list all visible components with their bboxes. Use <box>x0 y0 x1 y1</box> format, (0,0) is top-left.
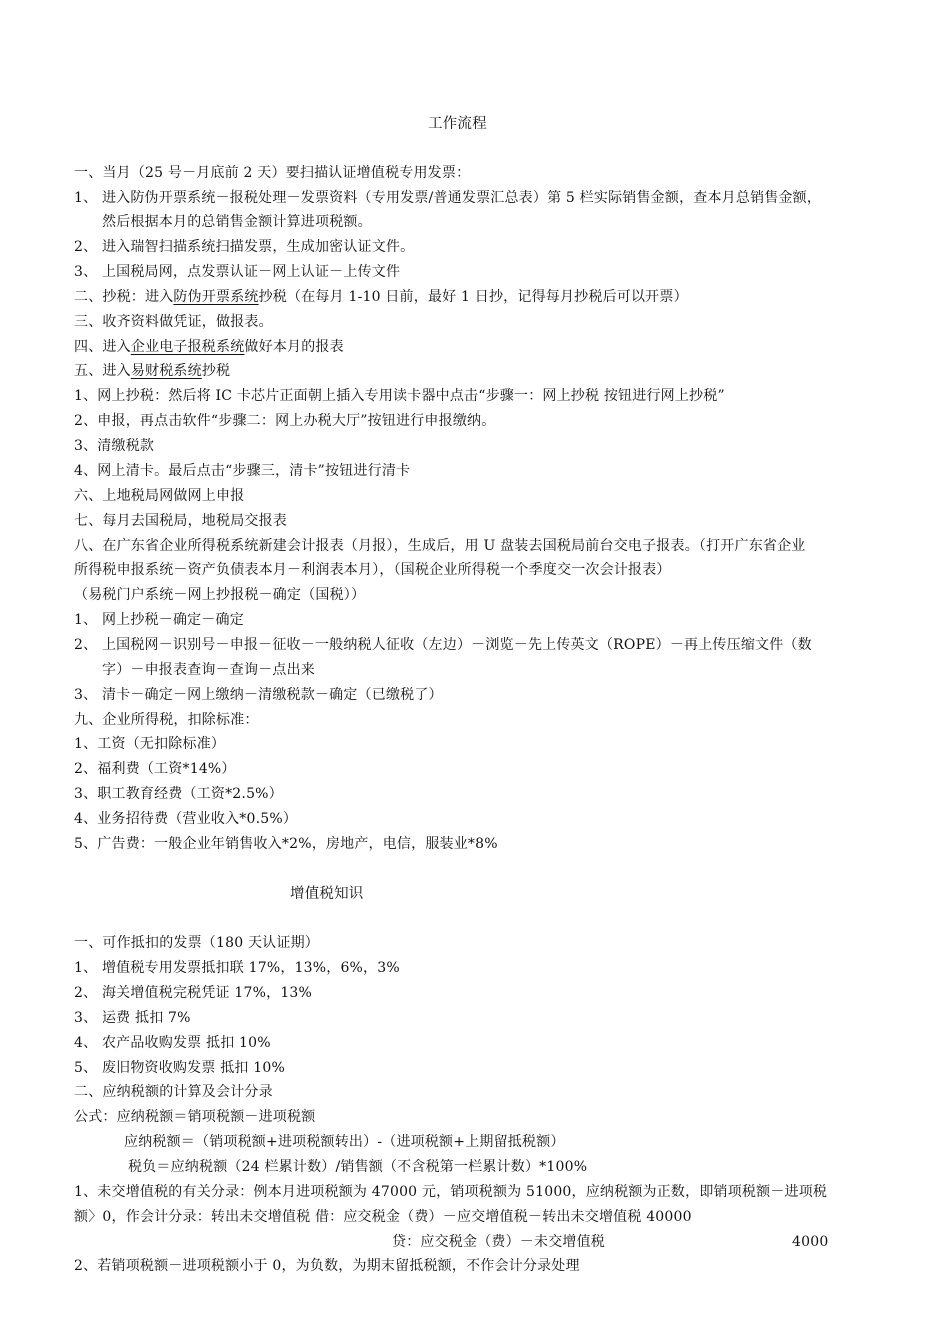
section-8-line-2: 所得税申报系统－资产负债表本月－利润表本月），（国税企业所得税一个季度交一次会计报表） <box>74 562 671 578</box>
section-9: 九、企业所得税，扣除标准： <box>74 712 259 728</box>
vat-section-1-item-4: 4、 农产品收购发票 抵扣 10% <box>74 1035 271 1051</box>
doc-title-vat: 增值税知识 <box>290 886 364 902</box>
section-5-item-2: 2、申报，再点击软件“步骤二：网上办税大厅”按钮进行申报缴纳。 <box>74 413 496 429</box>
section-5-suffix: 抄税 <box>201 363 231 379</box>
vat-section-1-item-3: 3、 运费 抵扣 7% <box>74 1010 191 1026</box>
vat-item-1-line-2: 额〉0，作会计分录：转出未交增值税 借：应交税金（费）－应交增值税－转出未交增值税 40000 <box>74 1209 692 1225</box>
vat-section-1-item-1: 1、 增值税专用发票抵扣联 17%，13%，6%，3% <box>74 960 400 976</box>
e-tax-system-link[interactable]: 企业电子报税系统 <box>130 339 245 355</box>
section-8-item-3: 3、 清卡－确定－网上缴纳－清缴税款－确定（已缴税了） <box>74 687 443 703</box>
section-1-heading: 一、当月（25 号－月底前 2 天）要扫描认证增值税专用发票： <box>74 165 471 181</box>
section-5 <box>74 361 230 381</box>
section-1-item-1-line-1: 1、 进入防伪开票系统－报税处理－发票资料（专用发票/普通发票汇总表）第 5 栏实际销售金额，查本月总销售金额， <box>74 190 822 206</box>
section-8-line-1: 八、在广东省企业所得税系统新建会计报表（月报），生成后，用 U 盘装去国税局前台交电子报表。（打开广东省企业 <box>74 538 806 554</box>
vat-formula-3: 税负＝应纳税额（24 栏累计数）/销售额（不含税第一栏累计数）*100% <box>128 1159 588 1175</box>
vat-section-1: 一、可作抵扣的发票（180 天认证期） <box>74 935 319 951</box>
doc-title-workflow: 工作流程 <box>428 116 487 132</box>
section-5-item-1: 1、网上抄税：然后将 IC 卡芯片正面朝上插入专用读卡器中点击“步骤一：网上抄税 按钮进行网上抄税” <box>74 388 725 404</box>
section-2-prefix: 二、抄税：进入 <box>74 289 174 305</box>
section-6: 六、上地税局网做网上申报 <box>74 488 245 504</box>
section-7: 七、每月去国税局，地税局交报表 <box>74 513 287 529</box>
section-1-item-2: 2、 进入瑞智扫描系统扫描发票，生成加密认证文件。 <box>74 239 415 255</box>
vat-item-1-credit-entry: 贷：应交税金（费）－未交增值税 <box>392 1234 605 1250</box>
anti-counterfeit-system-link[interactable]: 防伪开票系统 <box>173 289 259 305</box>
vat-section-1-item-2: 2、 海关增值税完税凭证 17%，13% <box>74 985 313 1001</box>
section-5-prefix: 五、进入 <box>74 363 131 379</box>
section-9-item-3: 3、职工教育经费（工资*2.5%） <box>74 786 283 802</box>
section-8-item-2-line-2: 字）－申报表查询－查询－点出来 <box>102 662 315 678</box>
section-8-line-3: （易税门户系统－网上抄报税－确定（国税）） <box>74 587 366 603</box>
section-9-item-1: 1、工资（无扣除标准） <box>74 736 226 752</box>
section-9-item-4: 4、业务招待费（营业收入*0.5%） <box>74 811 298 827</box>
section-2 <box>74 287 688 307</box>
section-5-item-3: 3、清缴税款 <box>74 438 155 454</box>
section-2-suffix: 抄税（在每月 1-10 日前，最好 1 日抄，记得每月抄税后可以开票） <box>258 289 688 305</box>
section-4-suffix: 做好本月的报表 <box>244 339 344 355</box>
vat-formula-2: 应纳税额＝（销项税额+进项税额转出）-（进项税额+上期留抵税额） <box>124 1134 565 1150</box>
section-4-prefix: 四、进入 <box>74 339 131 355</box>
section-9-item-2: 2、福利费（工资*14%） <box>74 761 236 777</box>
vat-item-1-line-1: 1、未交增值税的有关分录：例本月进项税额为 47000 元，销项税额为 51000，应纳税额为正数，即销项税额－进项税 <box>74 1184 828 1200</box>
vat-item-1-credit-amount: 4000 <box>792 1234 829 1250</box>
section-8-item-2-line-1: 2、 上国税网－识别号－申报－征收－一般纳税人征收（左边）－浏览－先上传英文（ROPE）－再上传压缩文件（数 <box>74 637 812 653</box>
yicaishui-system-link[interactable]: 易财税系统 <box>130 363 202 379</box>
section-1-item-1-line-2: 然后根据本月的总销售金额计算进项税额。 <box>102 214 372 230</box>
vat-section-1-item-5: 5、 废旧物资收购发票 抵扣 10% <box>74 1060 285 1076</box>
section-4 <box>74 337 344 357</box>
section-1-item-3: 3、 上国税局网，点发票认证－网上认证－上传文件 <box>74 264 401 280</box>
vat-section-2: 二、应纳税额的计算及会计分录 <box>74 1084 273 1100</box>
section-8-item-1: 1、 网上抄税－确定－确定 <box>74 612 244 628</box>
section-9-item-5: 5、广告费：一般企业年销售收入*2%，房地产，电信，服装业*8% <box>74 836 498 852</box>
vat-formula-1: 公式：应纳税额＝销项税额－进项税额 <box>74 1109 316 1125</box>
vat-item-2: 2、若销项税额－进项税额小于 0，为负数，为期末留抵税额，不作会计分录处理 <box>74 1258 580 1274</box>
section-5-item-4: 4、网上清卡。最后点击“步骤三，清卡”按钮进行清卡 <box>74 463 411 479</box>
section-3: 三、收齐资料做凭证，做报表。 <box>74 314 273 330</box>
